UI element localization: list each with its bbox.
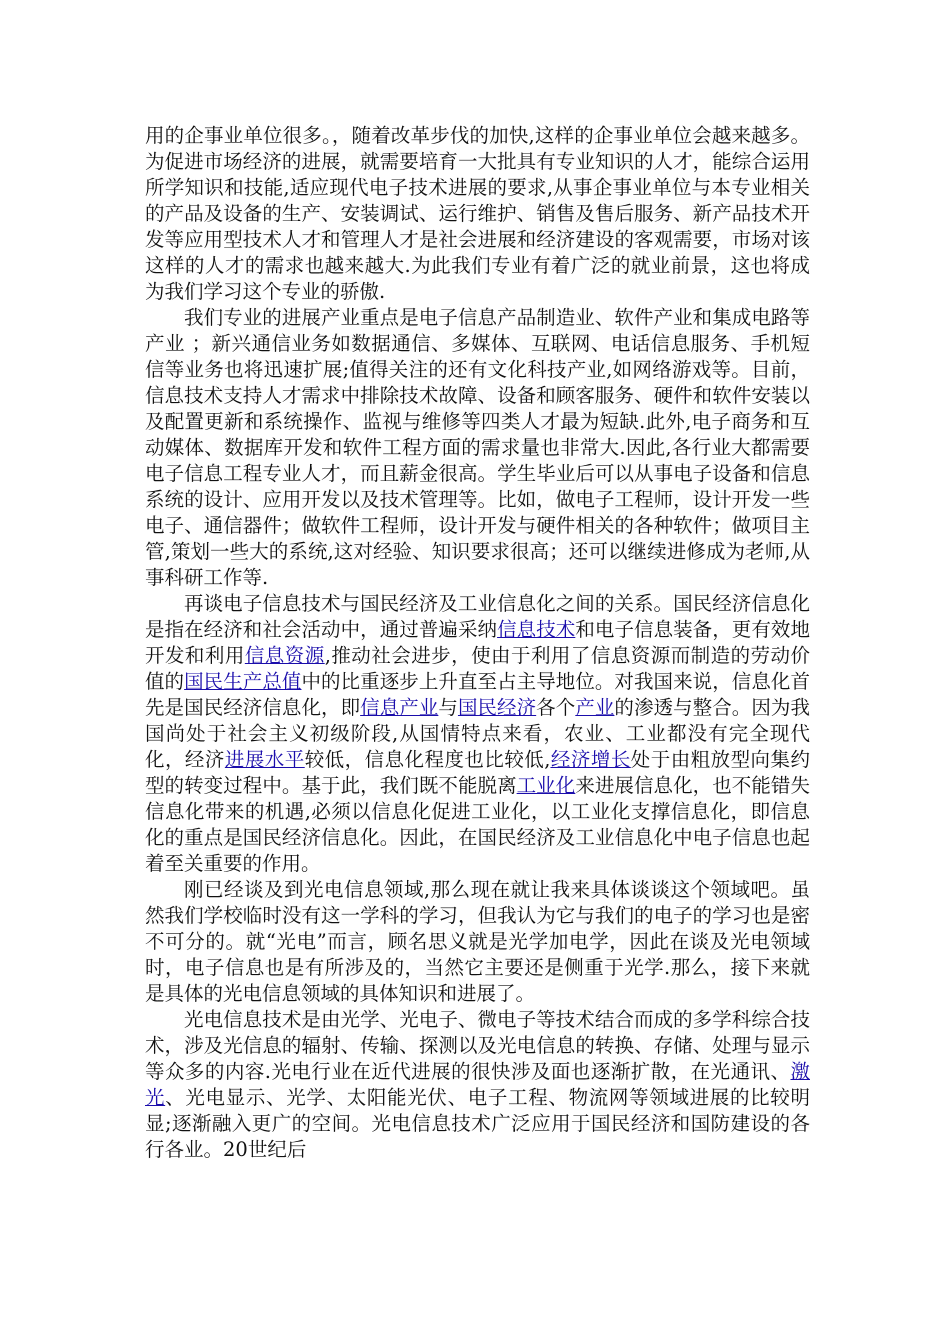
link-laser[interactable]: 激光: [145, 1060, 810, 1109]
text-run: 来进展信息化，也不能错失信息化带来的机遇,必须以信息化促进工业化，以工业化支撑信息化，即信息化的重点是国民经济信息化。因此，在国民经济及工业信息化中电子信息也起着至关重要的作用。: [145, 774, 810, 875]
link-gnp[interactable]: 国民生产总值: [184, 670, 302, 693]
text-run: 较低，信息化程度也比较低,: [304, 748, 551, 771]
text-run: 光电信息技术是由光学、光电子、微电子等技术结合而成的多学科综合技术，涉及光信息的辐射、传输、探测以及光电信息的转换、存储、处理与显示等众多的内容.光电行业在近代进展的很快涉及面也逐渐扩散，在光通讯、: [145, 1008, 810, 1083]
link-economic-growth[interactable]: 经济增长: [550, 748, 631, 771]
text-run: 中的比重逐步上升直至占主导地位。对我国来说，信息化首先是国民经济信息化，即: [145, 670, 810, 719]
paragraph-2: [145, 305, 810, 591]
text-run: 与: [438, 696, 458, 719]
paragraph-1: [145, 123, 810, 305]
link-information-industry[interactable]: 信息产业: [360, 696, 439, 719]
paragraph-4: [145, 877, 810, 1007]
text-run: 刚已经谈及到光电信息领域,那么现在就让我来具体谈谈这个领域吧。虽然我们学校临时没有这一学科的学习，但我认为它与我们的电子的学习也是密不可分的。就“光电”而言，顾名思义就是光学加电学，因此在谈及光电领域时，电子信息也是有所涉及的，当然它主要还是侧重于光学.那么，接下来就是具体的光电信息领域的具体知识和进展了。: [145, 878, 810, 1005]
text-run: 和电子信息装备，更有效地开发和利用: [145, 618, 810, 667]
link-industry[interactable]: 产业: [575, 696, 615, 719]
text-run: 各个: [536, 696, 576, 719]
text-run: 再谈电子信息技术与国民经济及工业信息化之间的关系。国民经济信息化是指在经济和社会活动中，通过普遍采纳: [145, 592, 810, 641]
text-run: 处于由粗放型向集约型的转变过程中。基于此，我们既不能脱离: [145, 748, 810, 797]
document-page: [145, 123, 810, 1163]
text-run: 的渗透与整合。因为我国尚处于社会主义初级阶段,从国情特点来看，农业、工业都没有完全现代化，经济: [145, 696, 810, 771]
text-run: 用的企事业单位很多。，随着改革步伐的加快,这样的企事业单位会越来越多。为促进市场经济的进展，就需要培育一大批具有专业知识的人才，能综合运用所学知识和技能,适应现代电子技术进展的要求,从事企事业单位与本专业相关的产品及设备的生产、安装调试、运行维护、销售及售后服务、新产品技术开发等应用型技术人才和管理人才是社会进展和经济建设的客观需要，市场对该这样的人才的需求也越来越大.为此我们专业有着广泛的就业前景，这也将成为我们学习这个专业的骄傲.: [145, 124, 810, 303]
link-industrialization[interactable]: 工业化: [516, 774, 576, 797]
link-information-resources[interactable]: 信息资源: [244, 644, 325, 667]
link-development-level[interactable]: 进展水平: [224, 748, 305, 771]
text-run: 我们专业的进展产业重点是电子信息产品制造业、软件产业和集成电路等产业 ；新兴通信业务如数据通信、多媒体、互联网、电话信息服务、手机短信等业务也将迅速扩展;值得关注的还有文化科技产业,如网络游戏等。目前，信息技术支持人才需求中排除技术故障、设备和顾客服务、硬件和软件安装以及配置更新和系统操作、监视与维修等四类人才最为短缺.此外,电子商务和互动媒体、数据库开发和软件工程方面的需求量也非常大.因此,各行业大都需要电子信息工程专业人才，而且薪金很高。学生毕业后可以从事电子设备和信息系统的设计、应用开发以及技术管理等。比如，做电子工程师，设计开发一些电子、通信器件；做软件工程师，设计开发与硬件相关的各种软件；做项目主管,策划一些大的系统,这对经验、知识要求很高；还可以继续进修成为老师,从事科研工作等.: [145, 306, 810, 589]
text-run: ,推动社会进步，使由于利用了信息资源而制造的劳动价值的: [145, 644, 810, 693]
paragraph-5: [145, 1007, 810, 1163]
link-national-economy[interactable]: 国民经济: [457, 696, 537, 719]
paragraph-3: [145, 591, 810, 877]
link-information-technology[interactable]: 信息技术: [497, 618, 576, 641]
text-run: 、光电显示、光学、太阳能光伏、电子工程、物流网等领域进展的比较明显;逐渐融入更广的空间。光电信息技术广泛应用于国民经济和国防建设的各行各业。20世纪后: [145, 1086, 810, 1161]
